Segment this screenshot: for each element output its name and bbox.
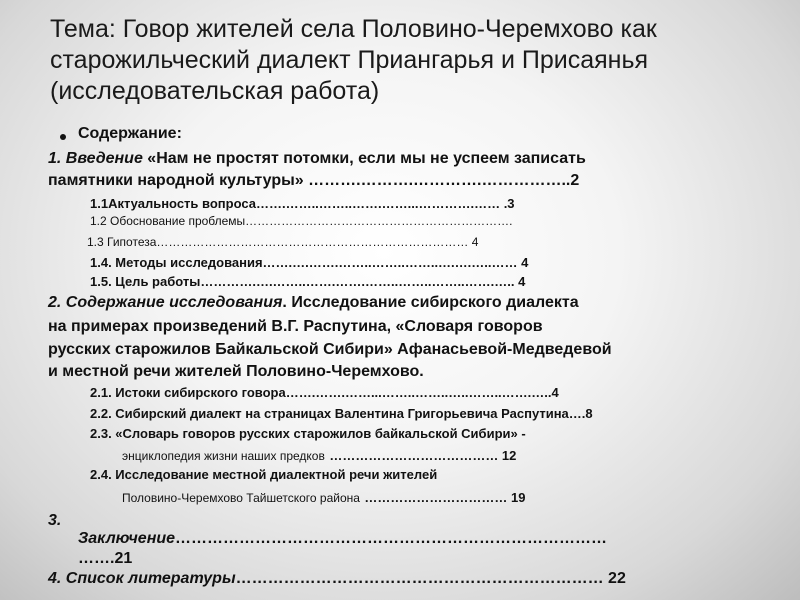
section-4-name: Список литературы (65, 570, 236, 587)
toc-item-2-4: 2.4. Исследование местной диалектной речи жителей (90, 467, 438, 482)
section-2-text-c: русских старожилов Байкальской Сибири» Афанасьевой-Медведевой (48, 341, 612, 358)
toc-item-2-3: 2.3. «Словарь говоров русских старожилов байкальской Сибири» - (90, 426, 526, 441)
section-4-dots: …………………………………………………………… 22 (235, 570, 626, 587)
toc-item-1-1: 1.1Актуальность вопроса…….……..……..…….……...………….…… .3 (90, 196, 515, 211)
section-1-text-a: «Нам не простят потомки, если мы не успеем записать (142, 150, 586, 167)
title-line-1: Тема: Говор жителей села Половино-Черемхово как (50, 15, 657, 43)
section-2-number: 2. (48, 294, 62, 311)
section-1-name: Введение (65, 150, 143, 167)
toc-item-2-4-page: …………………………… 19 (364, 490, 526, 505)
section-1-heading (48, 150, 586, 168)
toc-item-2-2: 2.2. Сибирский диалект на страницах Валентина Григорьевича Распутина….8 (90, 406, 593, 421)
section-4-heading (48, 570, 626, 588)
section-3-page: …….21 (78, 550, 133, 567)
toc-item-2-3-page: ………………………………… 12 (329, 448, 517, 463)
section-3-name: Заключение (78, 530, 176, 547)
section-2-text-d: и местной речи жителей Половино-Черемхово. (48, 363, 424, 380)
contents-heading: Содержание: (78, 125, 182, 142)
title-line-3: (исследовательская работа) (50, 77, 380, 105)
toc-item-1-5: 1.5. Цель работы………….….……..…….…….……..……..……..…….….. 4 (90, 274, 526, 289)
section-3-number: 3. (48, 512, 62, 529)
bullet-dot (60, 134, 66, 140)
toc-item-1-2: 1.2 Обоснование проблемы…………………………………………………………. (90, 214, 513, 228)
section-4-number: 4. (48, 570, 62, 587)
section-2-text-b: на примерах произведений В.Г. Распутина, «Словаря говоров (48, 318, 543, 335)
toc-item-2-3-text: энциклопедия жизни наших предков (122, 449, 325, 463)
toc-item-2-4-text: Половино-Черемхово Тайшетского района (122, 491, 360, 505)
section-3-dots-a: ……………………………………………………………………… (175, 530, 608, 547)
toc-item-2-1: 2.1. Истоки сибирского говора…….…….……...……..……..…..……..…….…..4 (90, 385, 559, 400)
section-1-text-b: памятники народной культуры» ……….……….………….……………..2 (48, 172, 580, 189)
toc-item-1-3: 1.3 Гипотеза…………………………………………………………………… 4 (87, 235, 479, 249)
section-2-text-a: . Исследование сибирского диалекта (282, 294, 579, 311)
section-1-number: 1. (48, 150, 62, 167)
title-line-2: старожильческий диалект Приангарья и Присаянья (50, 46, 649, 74)
section-3-heading (78, 530, 607, 548)
slide-title (50, 14, 760, 107)
section-2-name: Содержание исследования (65, 294, 283, 311)
toc-item-1-4: 1.4. Методы исследования…….….…….……..……..……..….….…..…… 4 (90, 255, 529, 270)
toc-item-2-4-cont (122, 489, 525, 507)
section-2-heading (48, 294, 579, 312)
toc-item-2-3-cont (122, 447, 516, 465)
